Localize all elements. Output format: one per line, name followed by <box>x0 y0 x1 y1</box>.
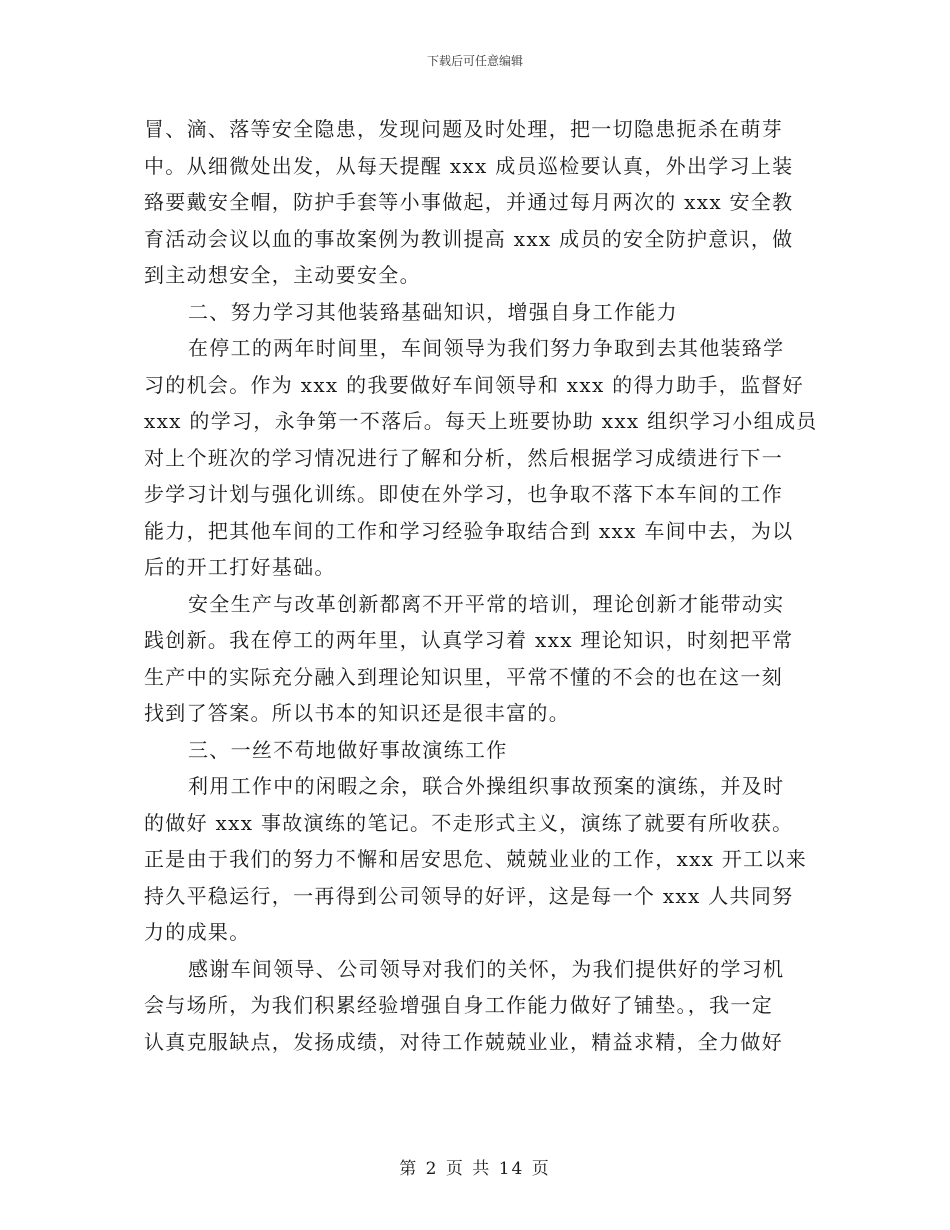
paragraph-4 <box>144 768 812 951</box>
text-line: 臵要戴安全帽，防护手套等小事做起，并通过每月两次的 xxx 安全教 <box>144 190 794 214</box>
text-line: 对上个班次的学习情况进行了解和分析，然后根据学习成绩进行下一 <box>144 445 783 470</box>
heading-text: 二、努力学习其他装臵基础知识，增强自身工作能力 <box>188 299 678 324</box>
text-line: 生产中的实际充分融入到理论知识里，平常不懂的不会的也在这一刻 <box>144 664 783 689</box>
text-line: 安全生产与改革创新都离不开平常的培训，理论创新才能带动实 <box>188 591 785 616</box>
text-line: 正是由于我们的努力不懈和居安思危、兢兢业业的工作，xxx 开工以来 <box>144 847 808 871</box>
text-line: 持久平稳运行，一再得到公司领导的好评，这是每一个 xxx 人共同努 <box>144 883 794 908</box>
text-line: 会与场所，为我们积累经验增强自身工作能力做好了铺垫。，我一定 <box>144 993 773 1017</box>
text-line: 冒、滴、落等安全隐患，发现问题及时处理，把一切隐患扼杀在萌芽 <box>144 117 783 141</box>
text-line: 中。从细微处出发，从每天提醒 xxx 成员巡检要认真，外出学习上装 <box>144 153 794 178</box>
text-line: 感谢车间领导、公司领导对我们的关怀，为我们提供好的学习机 <box>188 956 785 981</box>
heading-text: 三、一丝不苟地做好事故演练工作 <box>188 737 508 762</box>
page-header: 下载后可任意编辑 <box>426 54 523 68</box>
text-line: 到主动想安全，主动要安全。 <box>144 263 421 287</box>
text-line: 力的成果。 <box>144 920 251 944</box>
text-line: 在停工的两年时间里，车间领导为我们努力争取到去其他装臵学 <box>188 336 785 360</box>
text-line: 育活动会议以血的事故案例为教训提高 xxx 成员的安全防护意识，做 <box>144 226 794 251</box>
text-line: 步学习计划与强化训练。即使在外学习，也争取不落下本车间的工作 <box>144 482 783 506</box>
text-line: 习的机会。作为 xxx 的我要做好车间领导和 xxx 的得力助手，监督好 <box>144 372 804 397</box>
document-body <box>144 111 818 1060</box>
text-line: 找到了答案。所以书本的知识还是很丰富的。 <box>144 701 570 725</box>
page-footer: 第 2 页 共 14 页 <box>399 1159 551 1179</box>
text-line: 后的开工打好基础。 <box>144 555 336 579</box>
paragraph-3 <box>144 586 812 732</box>
text-line: 践创新。我在停工的两年里，认真学习着 xxx 理论知识，时刻把平常 <box>144 628 794 652</box>
paragraph-1 <box>144 111 812 294</box>
text-line: xxx 的学习，永争第一不落后。每天上班要协助 xxx 组织学习小组成员 <box>144 409 818 433</box>
section-heading-2 <box>144 294 812 331</box>
section-heading-3 <box>144 732 812 769</box>
paragraph-2 <box>144 330 818 586</box>
text-line: 利用工作中的闲暇之余，联合外操组织事故预案的演练，并及时 <box>188 774 785 798</box>
text-line: 的做好 xxx 事故演练的笔记。不走形式主义，演练了就要有所收获。 <box>144 810 794 835</box>
text-line: 能力，把其他车间的工作和学习经验争取结合到 xxx 车间中去，为以 <box>144 518 794 543</box>
text-line: 认真克服缺点，发扬成绩，对待工作兢兢业业，精益求精，全力做好 <box>144 1029 783 1054</box>
paragraph-5 <box>144 951 812 1061</box>
